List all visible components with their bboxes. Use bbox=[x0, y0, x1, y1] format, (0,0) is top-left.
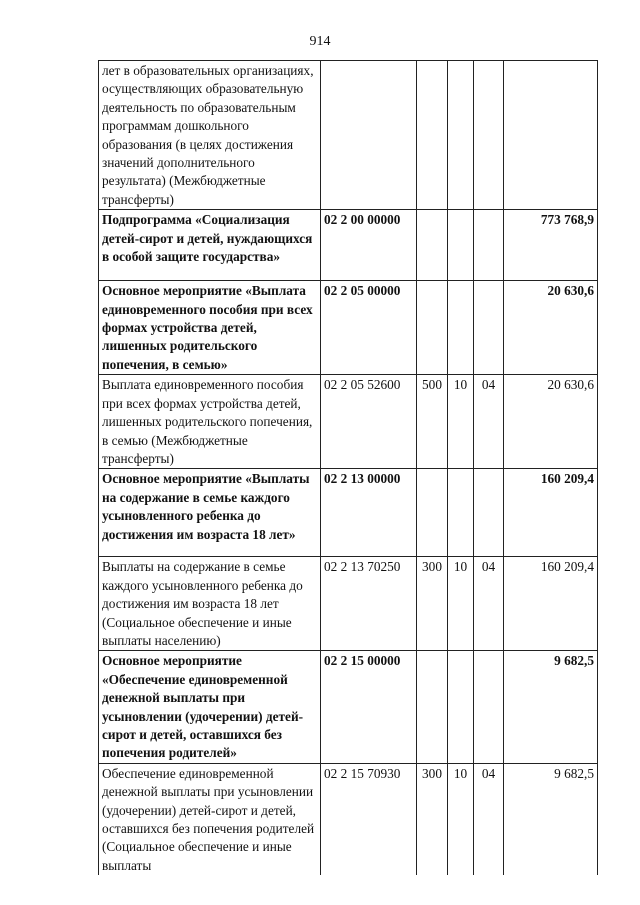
row-expense-type bbox=[417, 210, 448, 281]
table-row bbox=[99, 61, 598, 210]
row-subsection bbox=[474, 281, 504, 375]
budget-table bbox=[98, 60, 598, 875]
row-expense-type: 300 bbox=[417, 557, 448, 651]
row-section bbox=[448, 210, 474, 281]
row-subsection bbox=[474, 61, 504, 210]
row-subsection: 04 bbox=[474, 557, 504, 651]
row-name: Основное мероприятие «Выплаты на содержание в семье каждого усыновленного ребенка до достижения им возраста 18 лет» bbox=[99, 469, 321, 557]
row-code bbox=[321, 61, 417, 210]
row-section bbox=[448, 651, 474, 763]
row-expense-type: 300 bbox=[417, 763, 448, 875]
row-sum: 20 630,6 bbox=[504, 281, 598, 375]
row-sum: 20 630,6 bbox=[504, 375, 598, 469]
row-subsection: 04 bbox=[474, 763, 504, 875]
row-subsection: 04 bbox=[474, 375, 504, 469]
row-section bbox=[448, 469, 474, 557]
row-code: 02 2 05 00000 bbox=[321, 281, 417, 375]
row-section bbox=[448, 281, 474, 375]
row-section: 10 bbox=[448, 375, 474, 469]
row-sum: 773 768,9 bbox=[504, 210, 598, 281]
row-name: Выплаты на содержание в семье каждого усыновленного ребенка до достижения им возраста 18 лет (Социальное обеспечение и иные выплаты населению) bbox=[99, 557, 321, 651]
table-row bbox=[99, 375, 598, 469]
row-section: 10 bbox=[448, 763, 474, 875]
row-section: 10 bbox=[448, 557, 474, 651]
row-code: 02 2 15 70930 bbox=[321, 763, 417, 875]
row-code: 02 2 13 70250 bbox=[321, 557, 417, 651]
row-sum: 160 209,4 bbox=[504, 469, 598, 557]
row-expense-type bbox=[417, 651, 448, 763]
table-row bbox=[99, 210, 598, 281]
row-name: Основное мероприятие «Выплата единовременного пособия при всех формах устройства детей, лишенных родительского попечения, в семью» bbox=[99, 281, 321, 375]
row-name: Обеспечение единовременной денежной выплаты при усыновлении (удочерении) детей-сирот и детей, оставшихся без попечения родителей (Социальное обеспечение и иные выплаты bbox=[99, 763, 321, 875]
row-code: 02 2 13 00000 bbox=[321, 469, 417, 557]
table-row bbox=[99, 281, 598, 375]
row-sum: 9 682,5 bbox=[504, 763, 598, 875]
row-subsection bbox=[474, 210, 504, 281]
row-expense-type bbox=[417, 281, 448, 375]
row-name: лет в образовательных организациях, осуществляющих образовательную деятельность по образовательным программам дошкольного образования (в целях достижения значений дополнительного результата) (Межбюджетные трансферты) bbox=[99, 61, 321, 210]
table-row bbox=[99, 651, 598, 763]
row-code: 02 2 15 00000 bbox=[321, 651, 417, 763]
table-row bbox=[99, 469, 598, 557]
row-section bbox=[448, 61, 474, 210]
row-code: 02 2 00 00000 bbox=[321, 210, 417, 281]
row-name: Подпрограмма «Социализация детей-сирот и детей, нуждающихся в особой защите государства» bbox=[99, 210, 321, 281]
row-sum: 160 209,4 bbox=[504, 557, 598, 651]
page-number: 914 bbox=[309, 34, 331, 49]
row-sum bbox=[504, 61, 598, 210]
table-row bbox=[99, 763, 598, 875]
row-expense-type: 500 bbox=[417, 375, 448, 469]
row-subsection bbox=[474, 651, 504, 763]
row-name: Основное мероприятие «Обеспечение единовременной денежной выплаты при усыновлении (удочерении) детей-сирот и детей, оставшихся без попечения родителей» bbox=[99, 651, 321, 763]
row-name: Выплата единовременного пособия при всех формах устройства детей, лишенных родительского попечения, в семью (Межбюджетные трансферты) bbox=[99, 375, 321, 469]
row-expense-type bbox=[417, 469, 448, 557]
row-subsection bbox=[474, 469, 504, 557]
row-expense-type bbox=[417, 61, 448, 210]
row-code: 02 2 05 52600 bbox=[321, 375, 417, 469]
row-sum: 9 682,5 bbox=[504, 651, 598, 763]
table-row bbox=[99, 557, 598, 651]
